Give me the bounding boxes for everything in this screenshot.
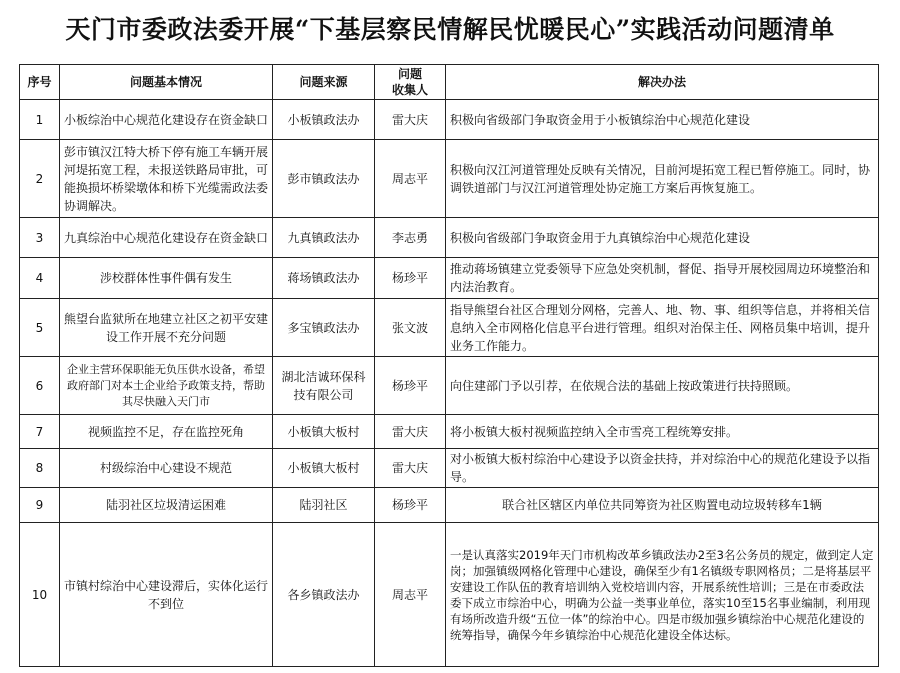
- row-issue: 村级综治中心建设不规范: [60, 449, 273, 488]
- row-collector: 杨珍平: [375, 357, 446, 415]
- row-num: 2: [20, 140, 60, 218]
- row-collector: 雷大庆: [375, 100, 446, 140]
- row-issue: 熊望台监狱所在地建立社区之初平安建设工作开展不充分问题: [60, 299, 273, 357]
- row-solution: 积极向省级部门争取资金用于小板镇综治中心规范化建设: [446, 100, 879, 140]
- row-collector: 周志平: [375, 523, 446, 667]
- row-num: 9: [20, 488, 60, 523]
- table-row: [20, 100, 879, 140]
- row-num: 5: [20, 299, 60, 357]
- row-source: 九真镇政法办: [273, 218, 375, 258]
- row-solution: 积极向省级部门争取资金用于九真镇综治中心规范化建设: [446, 218, 879, 258]
- row-num: 10: [20, 523, 60, 667]
- row-collector: 雷大庆: [375, 415, 446, 449]
- row-source: 小板镇大板村: [273, 449, 375, 488]
- table-row: [20, 357, 879, 415]
- row-num: 7: [20, 415, 60, 449]
- table-row: [20, 488, 879, 523]
- row-solution: 一是认真落实2019年天门市机构改革乡镇政法办2至3名公务员的规定，做到定人定岗；加强镇级网格化管理中心建设，确保至少有1名镇级专职网格员；二是将基层平安建设工作队伍的教育培训纳入党校培训内容，开展系统性培训；三是在市委政法委下成立市综治中心，明确为公益一类事业单位，落实10至15名事业编制，利用现有场所改造升级“五位一体”的综治中心。四是市级加强乡镇综治中心规范化建设的统筹指导，确保今年乡镇综治中心规范化建设全体达标。: [446, 523, 879, 667]
- header-collector: 问题 收集人: [375, 65, 446, 100]
- row-collector: 周志平: [375, 140, 446, 218]
- row-issue: 彭市镇汉江特大桥下停有施工车辆开展河堤拓宽工程，未报送铁路局审批，可能换损坏桥梁墩体和桥下光缆需政法委协调解决。: [60, 140, 273, 218]
- table-row: [20, 258, 879, 299]
- table-row: [20, 299, 879, 357]
- row-source: 湖北洁诚环保科技有限公司: [273, 357, 375, 415]
- row-collector: 李志勇: [375, 218, 446, 258]
- table-row: [20, 415, 879, 449]
- row-solution: 对小板镇大板村综治中心建设予以资金扶持，并对综治中心的规范化建设予以指导。: [446, 449, 879, 488]
- header-source: 问题来源: [273, 65, 375, 100]
- row-issue: 企业主营环保职能无负压供水设备，希望政府部门对本土企业给予政策支持，帮助其尽快融入天门市: [60, 357, 273, 415]
- row-num: 1: [20, 100, 60, 140]
- row-issue: 市镇村综治中心建设滞后，实体化运行不到位: [60, 523, 273, 667]
- header-issue: 问题基本情况: [60, 65, 273, 100]
- table-row: [20, 218, 879, 258]
- page-title: 天门市委政法委开展“下基层察民情解民忧暖民心”实践活动问题清单: [65, 15, 835, 44]
- table-header-row: [20, 65, 879, 100]
- header-num: 序号: [20, 65, 60, 100]
- row-collector: 杨珍平: [375, 258, 446, 299]
- row-issue: 九真综治中心规范化建设存在资金缺口: [60, 218, 273, 258]
- row-source: 小板镇大板村: [273, 415, 375, 449]
- row-solution: 联合社区辖区内单位共同筹资为社区购置电动垃圾转移车1辆: [446, 488, 879, 523]
- row-source: 蒋场镇政法办: [273, 258, 375, 299]
- row-issue: 视频监控不足，存在监控死角: [60, 415, 273, 449]
- row-solution: 指导熊望台社区合理划分网格，完善人、地、物、事、组织等信息，并将相关信息纳入全市网格化信息平台进行管理。组织对治保主任、网格员集中培训，提升业务工作能力。: [446, 299, 879, 357]
- row-issue: 陆羽社区垃圾清运困难: [60, 488, 273, 523]
- row-collector: 杨珍平: [375, 488, 446, 523]
- row-source: 各乡镇政法办: [273, 523, 375, 667]
- row-num: 8: [20, 449, 60, 488]
- row-solution: 将小板镇大板村视频监控纳入全市雪亮工程统筹安排。: [446, 415, 879, 449]
- row-num: 3: [20, 218, 60, 258]
- row-num: 4: [20, 258, 60, 299]
- issue-table: [19, 64, 879, 667]
- row-source: 陆羽社区: [273, 488, 375, 523]
- row-source: 多宝镇政法办: [273, 299, 375, 357]
- row-source: 彭市镇政法办: [273, 140, 375, 218]
- table-row: [20, 140, 879, 218]
- table-body: [20, 100, 879, 667]
- row-collector: 张文波: [375, 299, 446, 357]
- row-num: 6: [20, 357, 60, 415]
- row-source: 小板镇政法办: [273, 100, 375, 140]
- row-solution: 推动蒋场镇建立党委领导下应急处突机制，督促、指导开展校园周边环境整治和内法治教育。: [446, 258, 879, 299]
- table-row: [20, 523, 879, 667]
- table-row: [20, 449, 879, 488]
- row-solution: 向住建部门予以引荐，在依规合法的基础上按政策进行扶持照顾。: [446, 357, 879, 415]
- row-collector: 雷大庆: [375, 449, 446, 488]
- row-solution: 积极向汉江河道管理处反映有关情况，目前河堤拓宽工程已暂停施工。同时，协调铁道部门与汉江河道管理处协定施工方案后再恢复施工。: [446, 140, 879, 218]
- row-issue: 小板综治中心规范化建设存在资金缺口: [60, 100, 273, 140]
- header-solution: 解决办法: [446, 65, 879, 100]
- row-issue: 涉校群体性事件偶有发生: [60, 258, 273, 299]
